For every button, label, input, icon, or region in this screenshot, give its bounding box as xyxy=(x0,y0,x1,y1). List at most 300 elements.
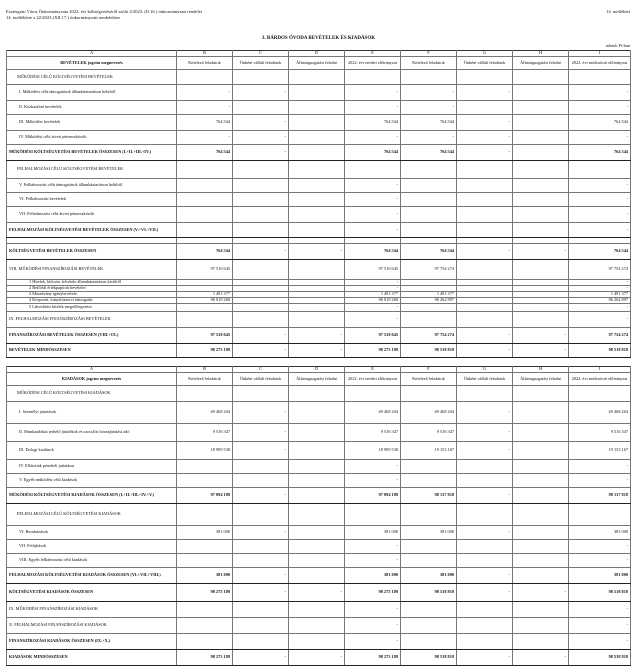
cell-value: - xyxy=(345,280,401,286)
cell-value: 381 000 xyxy=(177,526,233,540)
cell-value xyxy=(513,540,569,554)
cell-value xyxy=(177,193,233,207)
cell-value: - xyxy=(289,328,345,344)
cell-value xyxy=(345,70,401,85)
cell-value xyxy=(289,402,345,424)
cell-value xyxy=(177,504,233,526)
row-label: KÖLTSÉGVETÉSI KIADÁSOK ÖSSZESEN xyxy=(7,584,177,602)
cell-value: 1 491 377 xyxy=(401,292,457,298)
cell-value xyxy=(177,161,233,179)
cell-value xyxy=(345,386,401,402)
row-label: BEVÉTELEK MINDÖSSZESEN xyxy=(7,344,177,358)
cell-value xyxy=(457,602,513,618)
column-letter: I xyxy=(569,51,631,57)
cell-value: - xyxy=(345,540,401,554)
cell-value xyxy=(289,70,345,85)
cell-value xyxy=(233,161,289,179)
cell-value: 97 754 274 xyxy=(401,328,457,344)
cell-value xyxy=(401,618,457,634)
cell-value xyxy=(513,618,569,634)
cell-value xyxy=(289,474,345,488)
table-row xyxy=(7,402,631,424)
row-label: VIII. Egyéb felhalmozási célú kiadások xyxy=(7,554,177,568)
cell-value: 96 262 897 xyxy=(569,298,631,304)
cell-value: - xyxy=(569,474,631,488)
cell-value: - xyxy=(457,115,513,131)
cell-value xyxy=(513,460,569,474)
cell-value xyxy=(513,554,569,568)
cell-value: - xyxy=(457,424,513,442)
cell-value: 98 275 189 xyxy=(345,584,401,602)
column-letter: C xyxy=(233,367,289,373)
table-row xyxy=(7,460,631,474)
cell-value xyxy=(289,540,345,554)
cell-value xyxy=(513,223,569,238)
column-header: Kötelező feladatok xyxy=(177,57,233,70)
cell-value xyxy=(457,540,513,554)
cell-value: - xyxy=(177,101,233,115)
cell-value: 98 275 189 xyxy=(177,344,233,358)
table-row xyxy=(7,650,631,666)
row-label: VII. Felhalmozási célú átvett pénzeszközök xyxy=(7,207,177,223)
header-line-2: 14. melléklete a 22/2023.(XII.17.) önkormányzati rendelethez xyxy=(6,15,120,20)
cell-value: 764 544 xyxy=(401,244,457,260)
cell-value: - xyxy=(233,526,289,540)
cell-value xyxy=(457,460,513,474)
row-label: KÖLTSÉGVETÉSI BEVÉTELEK ÖSSZESEN xyxy=(7,244,177,260)
row-label: 3 Maradvány igénybevétele xyxy=(7,292,177,298)
cell-value: - xyxy=(345,312,401,328)
cell-value: - xyxy=(457,131,513,145)
cell-value xyxy=(401,193,457,207)
cell-value: 98 275 189 xyxy=(345,344,401,358)
cell-value: 1 491 377 xyxy=(345,292,401,298)
cell-value: 98 137 818 xyxy=(569,488,631,504)
cell-value: 764 544 xyxy=(569,115,631,131)
column-header: Önként vállalt feladatok xyxy=(457,373,513,386)
column-letter: E xyxy=(345,367,401,373)
cell-value xyxy=(457,504,513,526)
cell-value: - xyxy=(513,584,569,602)
cell-value: - xyxy=(233,584,289,602)
cell-value: - xyxy=(569,618,631,634)
cell-value xyxy=(289,568,345,584)
cell-value: - xyxy=(233,244,289,260)
cell-value: - xyxy=(513,328,569,344)
cell-value: 96 019 268 xyxy=(177,298,233,304)
cell-value xyxy=(457,193,513,207)
cell-value: - xyxy=(401,131,457,145)
cell-value xyxy=(513,568,569,584)
cell-value xyxy=(233,386,289,402)
cell-value xyxy=(233,618,289,634)
cell-value: 97 510 645 xyxy=(177,260,233,280)
row-label: FELHALMOZÁSI KÖLTSÉGVETÉSI KIADÁSOK ÖSSZESEN (VI.+VII.+VIII.) xyxy=(7,568,177,584)
unit-label: adatok Ft-ban xyxy=(605,43,630,48)
cell-value: 98 518 818 xyxy=(569,650,631,666)
table-row xyxy=(7,244,631,260)
cell-value: - xyxy=(233,344,289,358)
column-header: Államigazgatási feladat xyxy=(289,373,345,386)
cell-value: - xyxy=(233,145,289,161)
cell-value xyxy=(177,304,233,312)
cell-value xyxy=(401,179,457,193)
appendix-number: 14. melléklet xyxy=(606,9,630,14)
cell-value: - xyxy=(513,650,569,666)
cell-value xyxy=(233,312,289,328)
cell-value xyxy=(233,260,289,280)
cell-value: 97 754 274 xyxy=(401,260,457,280)
cell-value: 97 894 189 xyxy=(345,488,401,504)
cell-value: 764 544 xyxy=(401,145,457,161)
cell-value xyxy=(177,618,233,634)
cell-value xyxy=(457,101,513,115)
column-header: BEVÉTELEK jogcím megnevezés xyxy=(7,57,177,70)
cell-value xyxy=(233,504,289,526)
cell-value xyxy=(289,223,345,238)
row-label: IX. FELHALMOZÁSI FINANSZÍROZÁSI BEVÉTELEK xyxy=(7,312,177,328)
cell-value xyxy=(177,554,233,568)
column-letter: A xyxy=(7,51,177,57)
cell-value xyxy=(513,131,569,145)
cell-value: - xyxy=(569,193,631,207)
cell-value xyxy=(289,386,345,402)
column-header: Kötelező feladatok xyxy=(401,373,457,386)
cell-value: 98 275 189 xyxy=(177,650,233,666)
row-label: I. Személyi juttatások xyxy=(7,402,177,424)
table-row xyxy=(7,540,631,554)
cell-value: - xyxy=(457,328,513,344)
cell-value: - xyxy=(233,85,289,101)
cell-value xyxy=(177,70,233,85)
cell-value xyxy=(513,260,569,280)
cell-value: - xyxy=(345,179,401,193)
cell-value: 97 754 274 xyxy=(569,328,631,344)
cell-value xyxy=(289,602,345,618)
cell-value xyxy=(289,488,345,504)
cell-value: - xyxy=(233,115,289,131)
cell-value xyxy=(513,70,569,85)
cell-value: - xyxy=(569,634,631,650)
column-letter: C xyxy=(233,51,289,57)
cell-value xyxy=(457,386,513,402)
cell-value xyxy=(289,442,345,460)
cell-value: - xyxy=(289,650,345,666)
cell-value xyxy=(401,223,457,238)
cell-value: 764 544 xyxy=(401,115,457,131)
cell-value: 18 909 538 xyxy=(177,442,233,460)
table-row xyxy=(7,193,631,207)
table-row xyxy=(7,70,631,85)
cell-value: 9 516 347 xyxy=(569,424,631,442)
cell-value: - xyxy=(457,442,513,460)
cell-value xyxy=(177,474,233,488)
column-letter: H xyxy=(513,367,569,373)
cell-value: 18 909 538 xyxy=(345,442,401,460)
row-label: I. Működési célú támogatások államháztartáson belülről xyxy=(7,85,177,101)
cell-value: - xyxy=(569,85,631,101)
column-header: Önként vállalt feladatok xyxy=(233,57,289,70)
cell-value: 98 518 818 xyxy=(401,584,457,602)
cell-value: 764 544 xyxy=(345,244,401,260)
cell-value: - xyxy=(569,286,631,292)
cell-value xyxy=(289,424,345,442)
cell-value xyxy=(513,526,569,540)
cell-value xyxy=(513,145,569,161)
cell-value: - xyxy=(457,145,513,161)
cell-value xyxy=(289,312,345,328)
row-label: VII. Felújítások xyxy=(7,540,177,554)
cell-value: - xyxy=(345,304,401,312)
table-row xyxy=(7,85,631,101)
cell-value: - xyxy=(569,101,631,115)
cell-value: - xyxy=(569,280,631,286)
cell-value: - xyxy=(233,442,289,460)
cell-value: 98 137 818 xyxy=(401,488,457,504)
table-row xyxy=(7,424,631,442)
cell-value: - xyxy=(233,328,289,344)
cell-value xyxy=(289,115,345,131)
cell-value xyxy=(233,474,289,488)
cell-value: - xyxy=(569,223,631,238)
cell-value: - xyxy=(457,526,513,540)
table-row xyxy=(7,568,631,584)
cell-value xyxy=(457,179,513,193)
table-row xyxy=(7,584,631,602)
row-label: FINANSZÍROZÁSI KIADÁSOK ÖSSZESEN (IX.+X.) xyxy=(7,634,177,650)
cell-value xyxy=(289,101,345,115)
cell-value: - xyxy=(457,402,513,424)
cell-value: - xyxy=(289,344,345,358)
cell-value: 381 000 xyxy=(401,568,457,584)
cell-value xyxy=(513,193,569,207)
cell-value xyxy=(289,85,345,101)
cell-value: - xyxy=(569,131,631,145)
cell-value: 764 544 xyxy=(177,145,233,161)
cell-value xyxy=(289,554,345,568)
cell-value xyxy=(457,260,513,280)
cell-value xyxy=(289,193,345,207)
revenue-table xyxy=(6,50,631,358)
cell-value: 9 516 347 xyxy=(177,424,233,442)
cell-value xyxy=(177,312,233,328)
row-label: MŰKÖDÉSI KÖLTSÉGVETÉSI KIADÁSOK ÖSSZESEN (I.+II.+III.+IV.+V.) xyxy=(7,488,177,504)
column-header: 2022. évi módosított előirányzat xyxy=(569,373,631,386)
table-row xyxy=(7,488,631,504)
cell-value xyxy=(401,504,457,526)
cell-value: 19 153 167 xyxy=(401,442,457,460)
cell-value xyxy=(289,304,345,312)
column-header: 2022. évi módosított előirányzat xyxy=(569,57,631,70)
cell-value xyxy=(513,442,569,460)
cell-value xyxy=(177,386,233,402)
cell-value: - xyxy=(345,618,401,634)
table-row xyxy=(7,328,631,344)
cell-value xyxy=(289,504,345,526)
cell-value xyxy=(289,161,345,179)
cell-value xyxy=(569,386,631,402)
table-row xyxy=(7,304,631,312)
column-letter: H xyxy=(513,51,569,57)
cell-value: - xyxy=(457,650,513,666)
cell-value: 9 516 347 xyxy=(345,424,401,442)
cell-value xyxy=(513,602,569,618)
table-row xyxy=(7,179,631,193)
table-row xyxy=(7,131,631,145)
table-row xyxy=(7,618,631,634)
column-letter: G xyxy=(457,367,513,373)
cell-value: 381 000 xyxy=(569,526,631,540)
cell-value xyxy=(401,474,457,488)
cell-value: - xyxy=(457,568,513,584)
cell-value xyxy=(513,504,569,526)
cell-value: 381 000 xyxy=(345,526,401,540)
cell-value xyxy=(401,602,457,618)
cell-value xyxy=(177,460,233,474)
row-label: MŰKÖDÉSI CÉLÚ KÖLTSÉGVETÉSI BEVÉTELEK xyxy=(7,70,177,85)
cell-value xyxy=(569,504,631,526)
cell-value xyxy=(513,207,569,223)
cell-value: 381 000 xyxy=(569,568,631,584)
cell-value: 69 468 204 xyxy=(345,402,401,424)
cell-value xyxy=(457,618,513,634)
cell-value xyxy=(569,70,631,85)
column-letter: D xyxy=(289,367,345,373)
cell-value xyxy=(401,304,457,312)
column-letter: A xyxy=(7,367,177,373)
row-label: 1 Hitelek, kölcsön felvétele államháztartáson kívülről xyxy=(7,280,177,286)
table-row xyxy=(7,474,631,488)
column-header: 2022. évi eredeti előirányzat xyxy=(345,57,401,70)
row-label: III. Dologi kiadások xyxy=(7,442,177,460)
row-label: MŰKÖDÉSI CÉLÚ KÖLTSÉGVETÉSI KIADÁSOK xyxy=(7,386,177,402)
column-header: Önként vállalt feladatok xyxy=(233,373,289,386)
cell-value: - xyxy=(345,634,401,650)
cell-value: 764 544 xyxy=(177,115,233,131)
cell-value: 97 510 645 xyxy=(177,328,233,344)
cell-value xyxy=(233,540,289,554)
header-line-1: Esztergom Város Önkormányzata 2022. évi költségvetéséről szóló 2/2023. (II.16.) önkormányzati rendelet xyxy=(6,9,203,14)
table-row xyxy=(7,101,631,115)
cell-value xyxy=(233,101,289,115)
cell-value: 98 518 818 xyxy=(401,650,457,666)
column-header: Államigazgatási feladat xyxy=(513,57,569,70)
cell-value: - xyxy=(233,424,289,442)
cell-value: - xyxy=(345,460,401,474)
cell-value xyxy=(513,402,569,424)
table-row xyxy=(7,526,631,540)
row-label: VIII. MŰKÖDÉSI FINANSZÍROZÁSI BEVÉTELEK xyxy=(7,260,177,280)
row-label: VI. Beruházások xyxy=(7,526,177,540)
column-letter: D xyxy=(289,51,345,57)
cell-value xyxy=(457,70,513,85)
table-row xyxy=(7,145,631,161)
page-title: 3. BÁRDOS ÓVODA BEVÉTELEK ÉS KIADÁSOK xyxy=(261,36,376,41)
cell-value: 96 262 897 xyxy=(401,298,457,304)
cell-value: - xyxy=(345,101,401,115)
column-letter: B xyxy=(177,367,233,373)
cell-value: - xyxy=(569,554,631,568)
cell-value xyxy=(233,554,289,568)
cell-value: - xyxy=(233,568,289,584)
column-header: Önként vállalt feladatok xyxy=(457,57,513,70)
cell-value: - xyxy=(233,402,289,424)
row-label: V. Felhalmozási célú támogatások államháztartáson belülről xyxy=(7,179,177,193)
cell-value xyxy=(289,260,345,280)
row-label: II. Közhatalmi bevételek xyxy=(7,101,177,115)
cell-value xyxy=(457,474,513,488)
cell-value: 1 491 377 xyxy=(569,292,631,298)
cell-value xyxy=(513,474,569,488)
cell-value: - xyxy=(233,131,289,145)
cell-value xyxy=(401,312,457,328)
row-label: V. Egyéb működési célú kiadások xyxy=(7,474,177,488)
table-row xyxy=(7,442,631,460)
cell-value: 97 754 274 xyxy=(569,260,631,280)
cell-value xyxy=(401,207,457,223)
row-label: 5 Likviditási hitelek megelőlegezése xyxy=(7,304,177,312)
cell-value: 764 544 xyxy=(569,145,631,161)
cell-value: - xyxy=(457,584,513,602)
cell-value xyxy=(569,161,631,179)
cell-value: 764 544 xyxy=(345,115,401,131)
cell-value: - xyxy=(401,101,457,115)
column-letter: I xyxy=(569,367,631,373)
cell-value: 19 153 167 xyxy=(569,442,631,460)
table-row xyxy=(7,504,631,526)
cell-value xyxy=(233,223,289,238)
cell-value xyxy=(457,554,513,568)
column-header: Kötelező feladatok xyxy=(177,373,233,386)
cell-value xyxy=(345,504,401,526)
cell-value: - xyxy=(457,244,513,260)
cell-value xyxy=(513,386,569,402)
cell-value xyxy=(177,540,233,554)
cell-value: - xyxy=(345,474,401,488)
cell-value: 98 275 189 xyxy=(345,650,401,666)
table-row xyxy=(7,161,631,179)
cell-value xyxy=(457,207,513,223)
cell-value xyxy=(177,179,233,193)
table-row xyxy=(7,386,631,402)
column-header: Államigazgatási feladat xyxy=(289,57,345,70)
cell-value xyxy=(513,161,569,179)
cell-value: - xyxy=(569,207,631,223)
expense-table xyxy=(6,366,631,666)
cell-value xyxy=(345,161,401,179)
row-label: FELHALMOZÁSI CÉLÚ KÖLTSÉGVETÉSI KIADÁSOK xyxy=(7,504,177,526)
cell-value: - xyxy=(345,286,401,292)
column-header-row xyxy=(7,373,631,386)
cell-value xyxy=(177,207,233,223)
cell-value xyxy=(513,312,569,328)
cell-value: - xyxy=(513,244,569,260)
cell-value: - xyxy=(569,304,631,312)
cell-value: - xyxy=(345,193,401,207)
cell-value: - xyxy=(345,131,401,145)
table-row xyxy=(7,602,631,618)
cell-value: - xyxy=(457,488,513,504)
cell-value: - xyxy=(289,584,345,602)
cell-value: - xyxy=(513,344,569,358)
column-letter: G xyxy=(457,51,513,57)
cell-value xyxy=(289,207,345,223)
row-label: 2 Belföldi értékpapírok bevételei xyxy=(7,286,177,292)
cell-value xyxy=(513,101,569,115)
row-label: X. FELHALMOZÁSI FINANSZÍROZÁSI KIADÁSOK xyxy=(7,618,177,634)
cell-value xyxy=(457,161,513,179)
table-row xyxy=(7,115,631,131)
